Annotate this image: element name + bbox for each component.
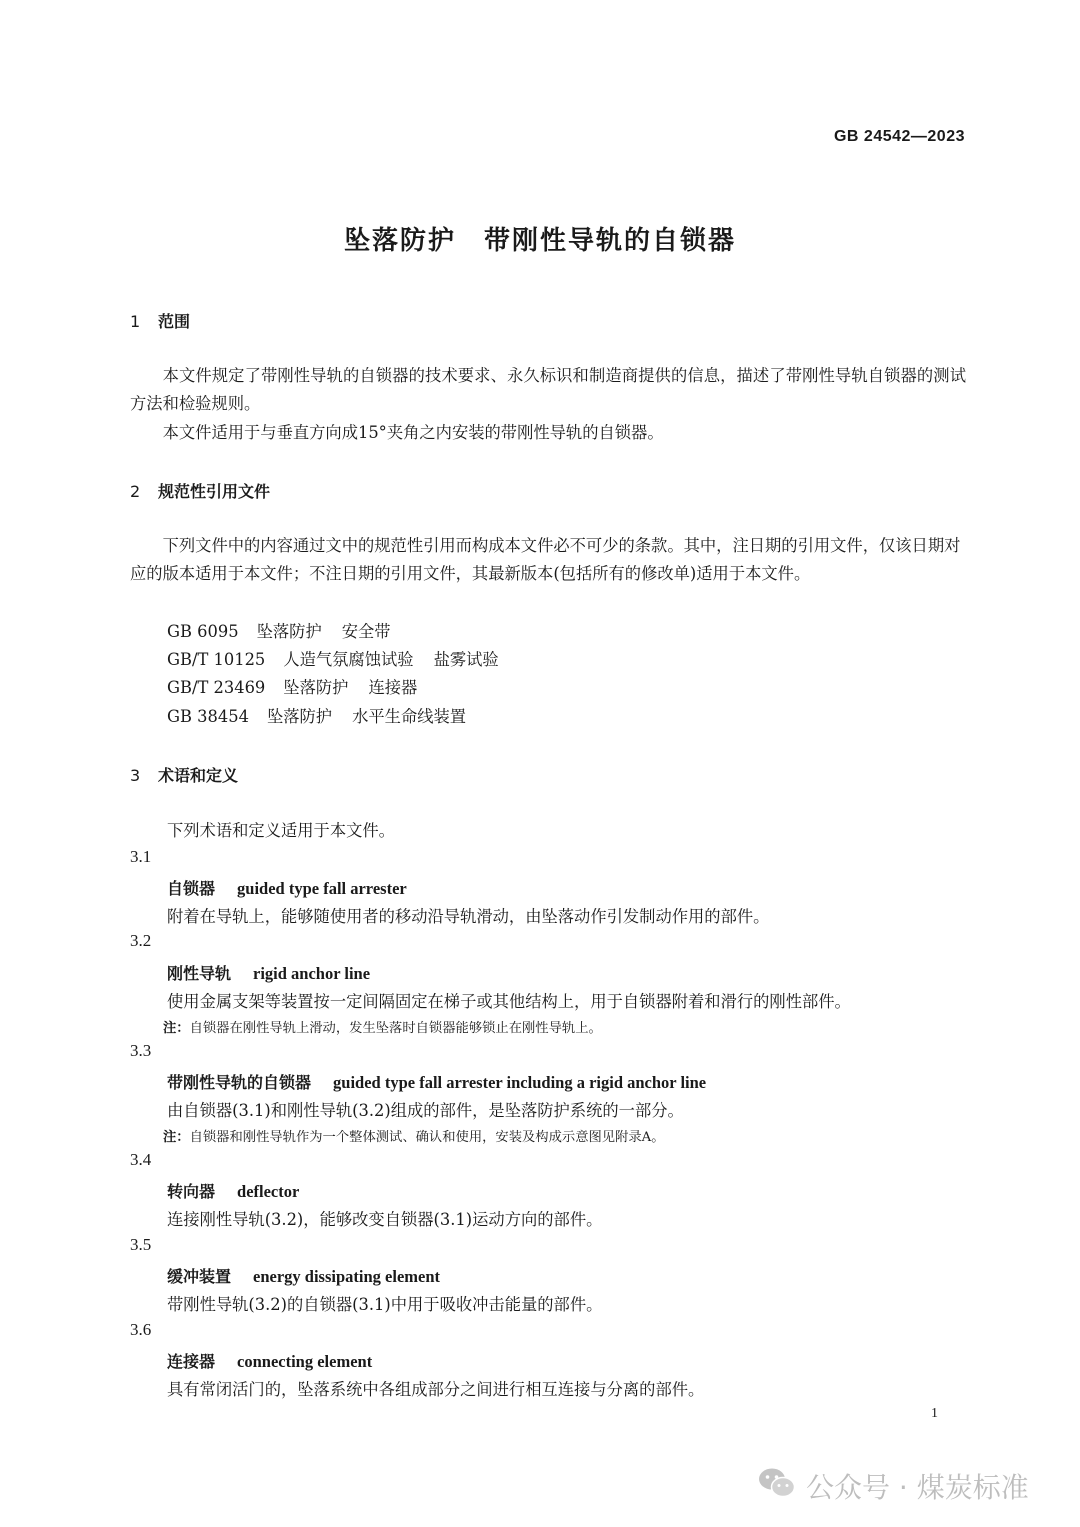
note-text: 自锁器和刚性导轨作为一个整体测试、确认和使用，安装及构成示意图见附录A。: [189, 1130, 665, 1145]
section-title: 术语和定义: [158, 766, 239, 785]
reference-title-part: 水平生命线装置: [352, 707, 467, 726]
section-2-paragraph-1: 下列文件中的内容通过文中的规范性引用而构成本文件必不可少的条款。其中，注日期的引用文件，仅该日期对应的版本适用于本文件；不注日期的引用文件，其最新版本(包括所有的修改单)适用于本文件。: [130, 536, 961, 583]
term-chinese: 刚性导轨: [167, 964, 232, 983]
term-chinese: 连接器: [167, 1352, 216, 1371]
term-chinese: 缓冲装置: [167, 1267, 232, 1286]
section-1-paragraph-2: 本文件适用于与垂直方向成15°夹角之内安装的带刚性导轨的自锁器。: [162, 423, 664, 442]
term-entry: [167, 1070, 706, 1093]
section-number: 1: [130, 312, 141, 331]
watermark-text: 公众号 · 煤炭标准: [806, 1471, 1029, 1504]
reference-code: GB 38454: [167, 707, 249, 726]
clause-number: 3.3: [130, 1041, 152, 1060]
term-definition: 附着在导轨上，能够随使用者的移动沿导轨滑动，由坠落动作引发制动作用的部件。: [167, 907, 770, 926]
term-chinese: 自锁器: [167, 879, 216, 898]
term-english: connecting element: [237, 1352, 373, 1371]
term-definition: 由自锁器(3.1)和刚性导轨(3.2)组成的部件，是坠落防护系统的一部分。: [167, 1101, 684, 1120]
note-text: 自锁器在刚性导轨上滑动，发生坠落时自锁器能够锁止在刚性导轨上。: [189, 1021, 602, 1036]
clause-number: 3.6: [130, 1320, 152, 1339]
reference-title-part: 坠落防护: [266, 707, 333, 726]
term-definition: 带刚性导轨(3.2)的自锁器(3.1)中用于吸收冲击能量的部件。: [167, 1295, 603, 1314]
section-1-paragraph-1: 本文件规定了带刚性导轨的自锁器的技术要求、永久标识和制造商提供的信息，描述了带刚性导轨自锁器的测试方法和检验规则。: [130, 366, 966, 413]
term-entry: [167, 876, 407, 899]
reference-title-part: 坠落防护: [283, 678, 349, 697]
term-definition: 具有常闭活门的，坠落系统中各组成部分之间进行相互连接与分离的部件。: [167, 1380, 705, 1399]
reference-code: GB 6095: [167, 622, 239, 641]
note-label: 注：: [163, 1130, 190, 1145]
term-english: energy dissipating element: [253, 1267, 441, 1286]
document-title: 坠落防护 带刚性导轨的自锁器: [343, 226, 736, 256]
clause-number: 3.5: [130, 1235, 152, 1254]
section-title: 规范性引用文件: [158, 482, 271, 501]
term-entry: [167, 1349, 372, 1372]
term-english: guided type fall arrester: [237, 879, 407, 898]
reference-title-part: 连接器: [368, 678, 418, 697]
term-chinese: 带刚性导轨的自锁器: [167, 1073, 312, 1092]
reference-title-part: 人造气氛腐蚀试验: [283, 650, 414, 669]
reference-code: GB/T 10125: [167, 650, 266, 669]
reference-item: [167, 618, 391, 642]
watermark: [758, 1466, 1029, 1506]
section-number: 3: [130, 766, 141, 785]
reference-item: [167, 703, 466, 727]
term-english: guided type fall arrester including a rigid anchor line: [333, 1073, 707, 1092]
reference-title-part: 坠落防护: [256, 622, 322, 641]
term-english: rigid anchor line: [253, 964, 371, 983]
reference-title-part: 盐雾试验: [433, 650, 499, 669]
page-number: 1: [931, 1406, 938, 1421]
section-title: 范围: [158, 312, 191, 331]
term-definition: 连接刚性导轨(3.2)，能够改变自锁器(3.1)运动方向的部件。: [167, 1210, 603, 1229]
clause-number: 3.2: [130, 931, 152, 950]
term-entry: [167, 1179, 299, 1202]
term-entry: [167, 1264, 440, 1287]
term-english: deflector: [237, 1182, 300, 1201]
section-3-heading: [130, 763, 238, 786]
wechat-icon: [758, 1467, 806, 1506]
term-entry: [167, 961, 370, 984]
standard-code: GB 24542—2023: [833, 128, 965, 145]
reference-title-part: 安全带: [341, 622, 391, 641]
section-3-intro: 下列术语和定义适用于本文件。: [167, 821, 395, 840]
section-1-heading: [130, 309, 190, 332]
clause-number: 3.4: [130, 1150, 152, 1169]
term-note: [163, 1017, 602, 1036]
term-definition: 使用金属支架等装置按一定间隔固定在梯子或其他结构上，用于自锁器附着和滑行的刚性部件。: [167, 992, 851, 1011]
reference-item: [167, 674, 417, 698]
note-label: 注：: [163, 1021, 190, 1036]
clause-number: 3.1: [130, 847, 152, 866]
reference-item: [167, 646, 499, 670]
reference-code: GB/T 23469: [167, 678, 266, 697]
section-2-heading: [130, 479, 270, 502]
section-number: 2: [130, 482, 141, 501]
term-chinese: 转向器: [167, 1182, 216, 1201]
term-note: [163, 1126, 665, 1145]
